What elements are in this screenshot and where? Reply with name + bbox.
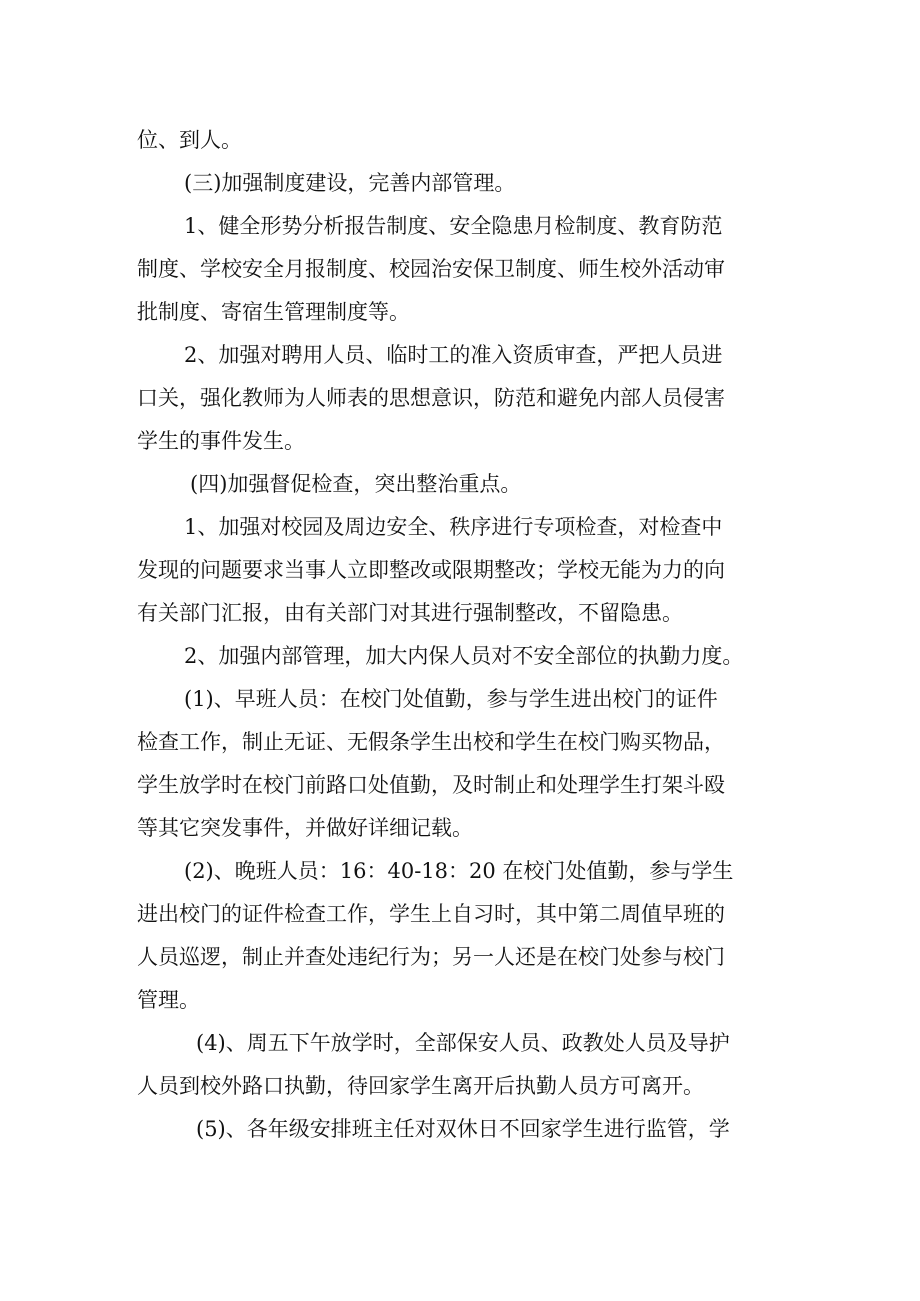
text-line: 2、加强内部管理，加大内保人员对不安全部位的执勤力度。: [184, 644, 744, 668]
text-line: 学生的事件发生。: [137, 429, 305, 453]
text-line: (1)、早班人员：在校门处值勤，参与学生进出校门的证件: [184, 687, 718, 711]
text-line: 检查工作，制止无证、无假条学生出校和学生在校门购买物品，: [137, 730, 725, 754]
text-line: 管理。: [137, 988, 200, 1012]
text-line: 发现的问题要求当事人立即整改或限期整改；学校无能为力的向: [137, 558, 725, 582]
text-line: 有关部门汇报，由有关部门对其进行强制整改，不留隐患。: [137, 601, 683, 625]
text-line: 位、到人。: [137, 128, 242, 152]
text-line: 学生放学时在校门前路口处值勤，及时制止和处理学生打架斗殴: [137, 773, 725, 797]
text-line: 口关，强化教师为人师表的思想意识，防范和避免内部人员侵害: [137, 386, 725, 410]
section-heading: (四)加强督促检查，突出整治重点。: [190, 472, 522, 496]
text-line: 1、加强对校园及周边安全、秩序进行专项检查，对检查中: [184, 515, 723, 539]
section-heading: (三)加强制度建设，完善内部管理。: [184, 171, 516, 195]
text-line: 进出校门的证件检查工作，学生上自习时，其中第二周值早班的: [137, 902, 725, 926]
text-line: (2)、晚班人员：16：40-18：20 在校门处值勤，参与学生: [184, 859, 734, 883]
text-line: 人员巡逻，制止并查处违纪行为；另一人还是在校门处参与校门: [137, 945, 725, 969]
text-line: 1、健全形势分析报告制度、安全隐患月检制度、教育防范: [184, 214, 723, 238]
text-line: 2、加强对聘用人员、临时工的准入资质审查，严把人员进: [184, 343, 723, 367]
text-line: 等其它突发事件，并做好详细记载。: [137, 816, 473, 840]
text-line: (4)、周五下午放学时，全部保安人员、政教处人员及导护: [196, 1031, 730, 1055]
text-line: 批制度、寄宿生管理制度等。: [137, 300, 410, 324]
text-line: (5)、各年级安排班主任对双休日不回家学生进行监管，学: [196, 1117, 730, 1141]
text-line: 人员到校外路口执勤，待回家学生离开后执勤人员方可离开。: [137, 1074, 704, 1098]
text-line: 制度、学校安全月报制度、校园治安保卫制度、师生校外活动审: [137, 257, 725, 281]
